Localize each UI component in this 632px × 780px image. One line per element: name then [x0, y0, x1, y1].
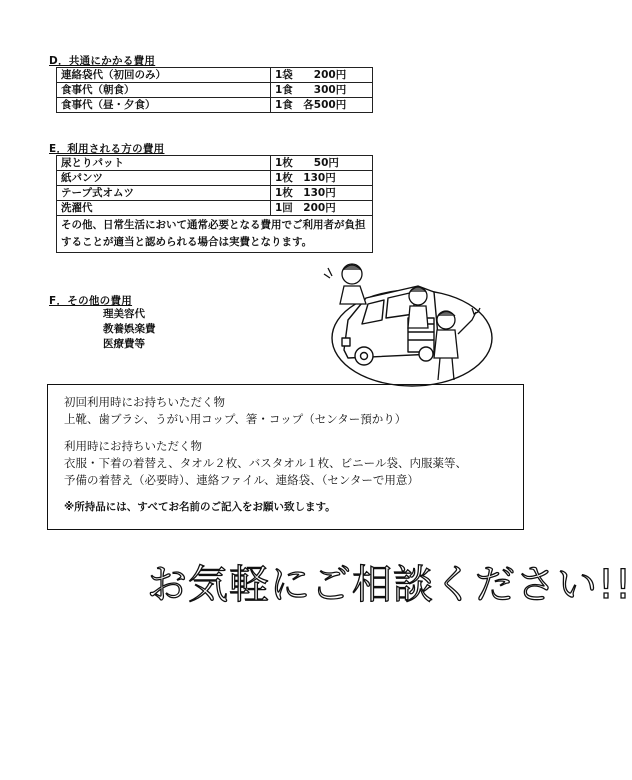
table-row	[57, 216, 373, 253]
items-to-bring-box	[47, 384, 524, 530]
section-f-title: F．その他の費用	[49, 295, 133, 307]
table-row	[57, 171, 373, 186]
table-row	[57, 98, 373, 113]
fee-note: その他、日常生活において通常必要となる費用でご利用者が負担することが適当と認められる場合は実費となります。	[57, 216, 373, 253]
section-e-table	[56, 155, 373, 253]
table-row	[57, 83, 373, 98]
list-item: 教養娯楽費	[103, 323, 156, 335]
fee-price: 1枚 50円	[271, 156, 373, 171]
every-visit-items-line1: 衣服・下着の着替え、タオル２枚、バスタオル１枚、ビニール袋、内服薬等、	[64, 456, 467, 470]
consultation-slogan: お気軽にご相談ください!!	[147, 562, 632, 608]
fee-price: 1食 各500円	[271, 98, 373, 113]
fee-price: 1袋 200円	[271, 68, 373, 83]
table-row	[57, 156, 373, 171]
every-visit-items-line2: 予備の着替え（必要時）、連絡ファイル、連絡袋、（センターで用意）	[64, 473, 419, 487]
fee-item: 紙パンツ	[57, 171, 271, 186]
fee-item: 尿とりパット	[57, 156, 271, 171]
first-visit-heading: 初回利用時にお持ちいただく物	[64, 395, 225, 409]
section-d-title: D．共通にかかる費用	[49, 55, 156, 67]
fee-price: 1回 200円	[271, 201, 373, 216]
belongings-name-notice: ※所持品には、すべてお名前のご記入をお願い致します。	[64, 501, 336, 513]
fee-item: 連絡袋代（初回のみ）	[57, 68, 271, 83]
fee-price: 1食 300円	[271, 83, 373, 98]
fee-item: テープ式オムツ	[57, 186, 271, 201]
list-item: 医療費等	[103, 338, 145, 350]
table-row	[57, 201, 373, 216]
table-row	[57, 186, 373, 201]
every-visit-heading: 利用時にお持ちいただく物	[64, 439, 202, 453]
wheelchair-van-illustration	[322, 258, 494, 392]
list-item: 理美容代	[103, 308, 145, 320]
table-row	[57, 68, 373, 83]
fee-item: 洗濯代	[57, 201, 271, 216]
fee-item: 食事代（朝食）	[57, 83, 271, 98]
section-e-title: E．利用される方の費用	[49, 143, 165, 155]
fee-price: 1枚 130円	[271, 171, 373, 186]
section-d-table	[56, 67, 373, 113]
fee-item: 食事代（昼・夕食）	[57, 98, 271, 113]
first-visit-items: 上靴、歯ブラシ、うがい用コップ、箸・コップ（センター預かり）	[64, 412, 407, 426]
section-f-list	[103, 307, 156, 352]
fee-price: 1枚 130円	[271, 186, 373, 201]
